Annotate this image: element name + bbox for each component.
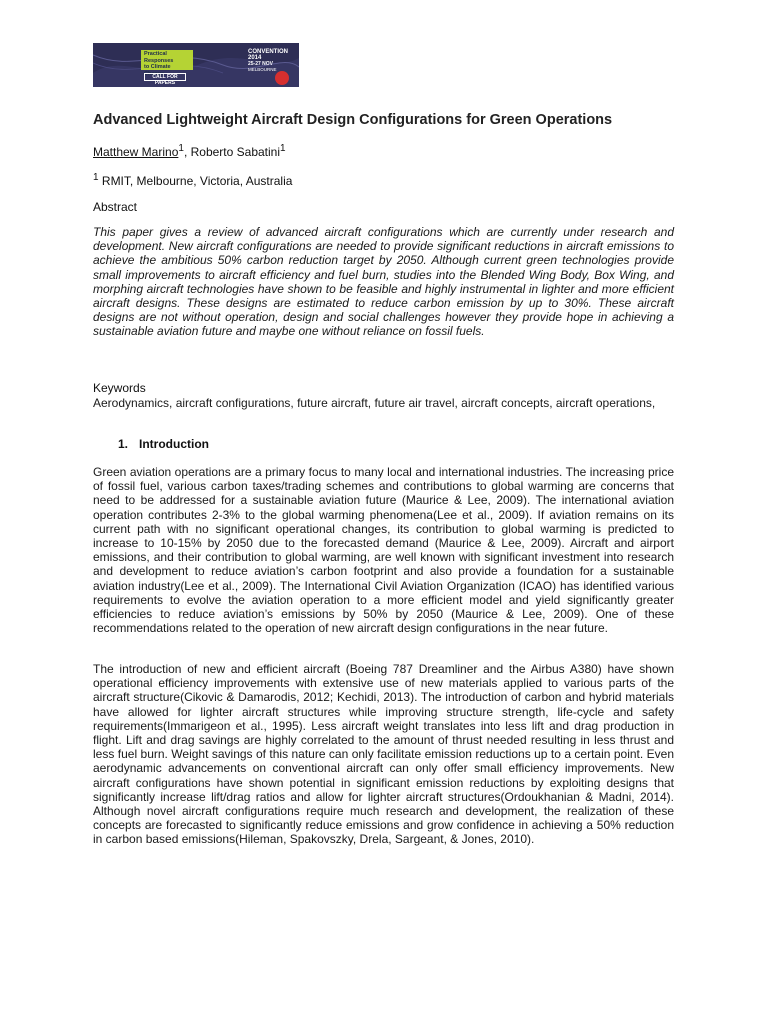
section-heading-introduction	[118, 437, 209, 451]
conference-banner	[93, 43, 299, 87]
author-1-affiliation-mark: 1	[178, 143, 184, 154]
abstract-heading: Abstract	[93, 200, 138, 214]
banner-convention-info	[248, 49, 296, 73]
author-separator: ,	[183, 145, 191, 159]
banner-city: MELBOURNE	[248, 67, 277, 72]
paper-title: Advanced Lightweight Aircraft Design Configurations for Green Operations	[93, 112, 613, 128]
banner-call-for-papers: CALL FOR PAPERS	[144, 73, 186, 81]
introduction-paragraph-2: The introduction of new and efficient aircraft (Boeing 787 Dreamliner and the Airbus A380) have shown operational efficiency improvements with extensive use of new materials applied to various parts of the aircraft structure(Cikovic & Damarodis, 2012; Kechidi, 2013). The introduction of carbon and hybrid materials have allowed for lighter aircraft structures while improving structure strength, life-cycle and safety requirements(Immarigeon et al., 1995). Less aircraft weight translates into less lift and drag production in flight. Lift and drag savings are highly correlated to the amount of thrust needed resulting in less thrust and less fuel burn. Weight savings of this nature can only facilitate emission reductions up to a certain point. Even aerodynamic advancements on conventional aircraft can only offer small efficiency improvements. New aircraft configurations have shown potential in significant emission reductions by exploiting designs that significantly increase lift/drag ratios and allow for lighter aircraft structures(Ordoukhanian & Madni, 2014). Although novel aircraft configurations require much research and development, the realization of these concepts are forecasted to significantly reduce emissions and grow confidence in achieving a 50% reduction in carbon based emissions(Hileman, Spakovszky, Drela, Sargeant, & Jones, 2010).	[93, 662, 674, 847]
section-number: 1.	[118, 437, 129, 451]
banner-red-logo-icon	[275, 71, 289, 85]
affiliation: RMIT, Melbourne, Victoria, Australia	[98, 174, 293, 188]
keywords-text: Aerodynamics, aircraft configurations, future aircraft, future air travel, aircraft concepts, aircraft operations,	[93, 396, 656, 410]
abstract-text: This paper gives a review of advanced aircraft configurations which are currently under research and development. New aircraft configurations are needed to provide significant reductions in aircraft emissions to achieve the ambitious 50% carbon reduction target by 2050. Although current green technologies provide small improvements to aircraft efficiency and fuel burn, studies into the Blended Wing Body, Box Wing, and morphing aircraft technologies have shown to be feasible and highly instrumental in lighter and more efficient aircraft designs. These designs are estimated to reduce carbon emission by up to 30%. These aircraft designs are not without operation, design and social challenges however they provide hope in achieving a sustainable aviation future and maybe one without reliance on fossil fuels.	[93, 225, 674, 339]
author-2: Roberto Sabatini	[190, 145, 280, 159]
introduction-paragraph-1: Green aviation operations are a primary focus to many local and international industries. The increasing price of fossil fuel, various carbon taxes/trading schemes and contributions to global warming are concerns that need to be addressed for a sustainable aviation future (Maurice & Lee, 2009). The international aviation operation contributes 2-3% to the global warming phenomena(Lee et al., 2009). If aviation remains on its current path with no significant operational changes, its contribution to global warming is predicted to increase to 10-15% by 2050 due to the forecasted demand (Maurice & Lee, 2009). Aircraft and airport emissions, and their contribution to global warming, are well known with significant investment into research and development to reduce aviation’s carbon footprint and also provide a foundation for a sustainable aviation industry(Lee et al., 2009). The International Civil Aviation Organization (ICAO) has identified various requirements to evolve the aviation operation to a more efficient model and yield significantly greater efficiencies to reduce aviation’s emissions by 50% by 2050 (Maurice & Lee, 2009). One of these recommendations related to the operation of new aircraft design configurations in the near future.	[93, 465, 674, 636]
banner-event-line1: Practical Responses	[144, 51, 174, 64]
banner-event-box	[141, 50, 193, 77]
banner-event-line2: to Climate Change	[144, 64, 171, 77]
banner-convention-line: CONVENTION 2014	[248, 49, 289, 61]
affiliation-mark: 1	[93, 172, 99, 183]
affiliation-line	[93, 172, 292, 188]
author-line	[93, 143, 286, 159]
author-2-affiliation-mark: 1	[280, 143, 286, 154]
author-1: Matthew Marino	[93, 145, 179, 159]
section-title: Introduction	[139, 437, 209, 451]
banner-dates: 25-27 NOV	[248, 61, 274, 67]
keywords-heading: Keywords	[93, 381, 146, 395]
